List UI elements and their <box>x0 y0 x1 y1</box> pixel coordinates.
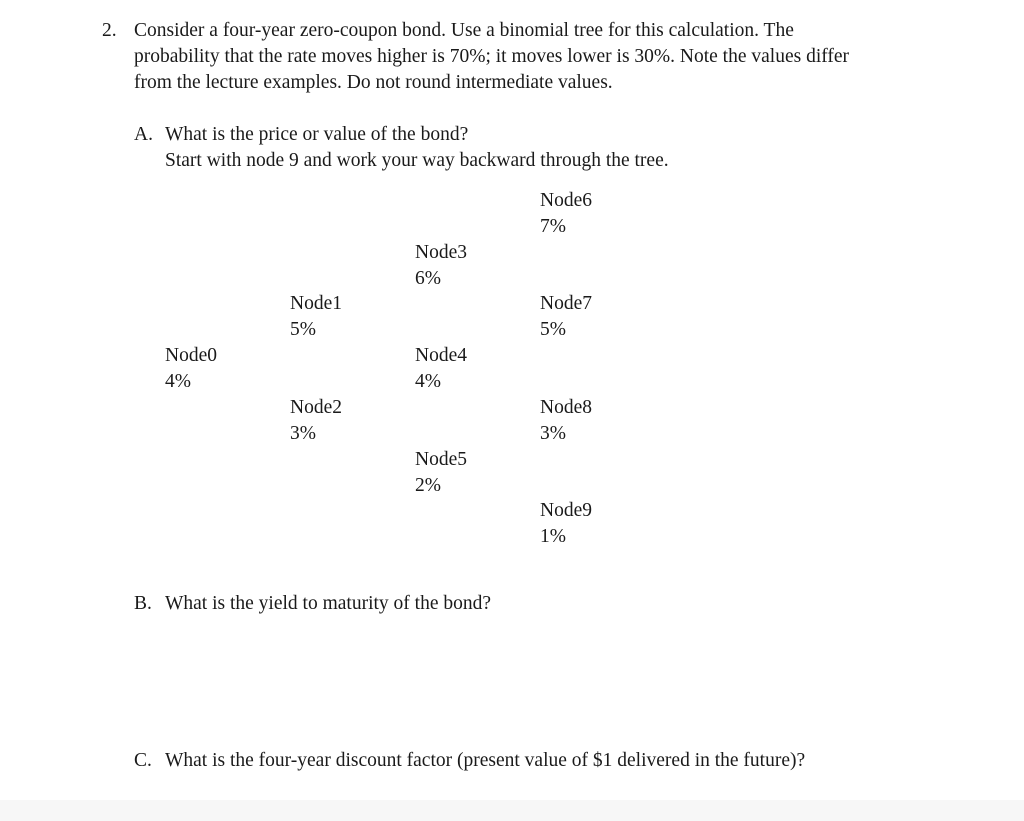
part-c-question: What is the four-year discount factor (present value of $1 delivered in the future)? <box>165 750 806 771</box>
tree-node-1 <box>290 291 342 343</box>
node-rate: 2% <box>415 475 441 496</box>
page-bottom-edge <box>0 800 1024 821</box>
node-rate: 3% <box>290 423 316 444</box>
tree-node-6 <box>540 188 592 240</box>
part-b-question: What is the yield to maturity of the bond? <box>165 593 492 614</box>
tree-node-7 <box>540 291 592 343</box>
node-name: Node2 <box>290 397 342 418</box>
node-rate: 4% <box>165 371 191 392</box>
node-rate: 4% <box>415 371 441 392</box>
node-name: Node1 <box>290 293 342 314</box>
node-rate: 5% <box>290 319 316 340</box>
node-rate: 3% <box>540 423 566 444</box>
node-name: Node4 <box>415 345 467 366</box>
tree-node-0 <box>165 343 217 395</box>
part-a-instruction: Start with node 9 and work your way backward through the tree. <box>165 150 669 171</box>
intro-line: from the lecture examples. Do not round intermediate values. <box>134 72 613 93</box>
question-number: 2. <box>102 20 117 41</box>
part-a-label: A. <box>134 124 153 145</box>
tree-node-3 <box>415 240 467 292</box>
tree-node-4 <box>415 343 467 395</box>
node-rate: 5% <box>540 319 566 340</box>
node-name: Node3 <box>415 242 467 263</box>
node-name: Node0 <box>165 345 217 366</box>
node-name: Node8 <box>540 397 592 418</box>
part-a-question: What is the price or value of the bond? <box>165 124 469 145</box>
intro-line: Consider a four-year zero-coupon bond. Use a binomial tree for this calculation. The <box>134 20 794 41</box>
node-rate: 1% <box>540 526 566 547</box>
tree-node-8 <box>540 395 592 447</box>
intro-line: probability that the rate moves higher is 70%; it moves lower is 30%. Note the values differ <box>134 46 850 67</box>
node-name: Node5 <box>415 449 467 470</box>
node-name: Node9 <box>540 500 592 521</box>
part-c-label: C. <box>134 750 152 771</box>
node-rate: 6% <box>415 268 441 289</box>
tree-node-5 <box>415 447 467 499</box>
part-b-label: B. <box>134 593 152 614</box>
node-name: Node6 <box>540 190 592 211</box>
tree-node-2 <box>290 395 342 447</box>
tree-node-9 <box>540 498 592 550</box>
node-name: Node7 <box>540 293 592 314</box>
question-intro <box>134 18 924 96</box>
node-rate: 7% <box>540 216 566 237</box>
